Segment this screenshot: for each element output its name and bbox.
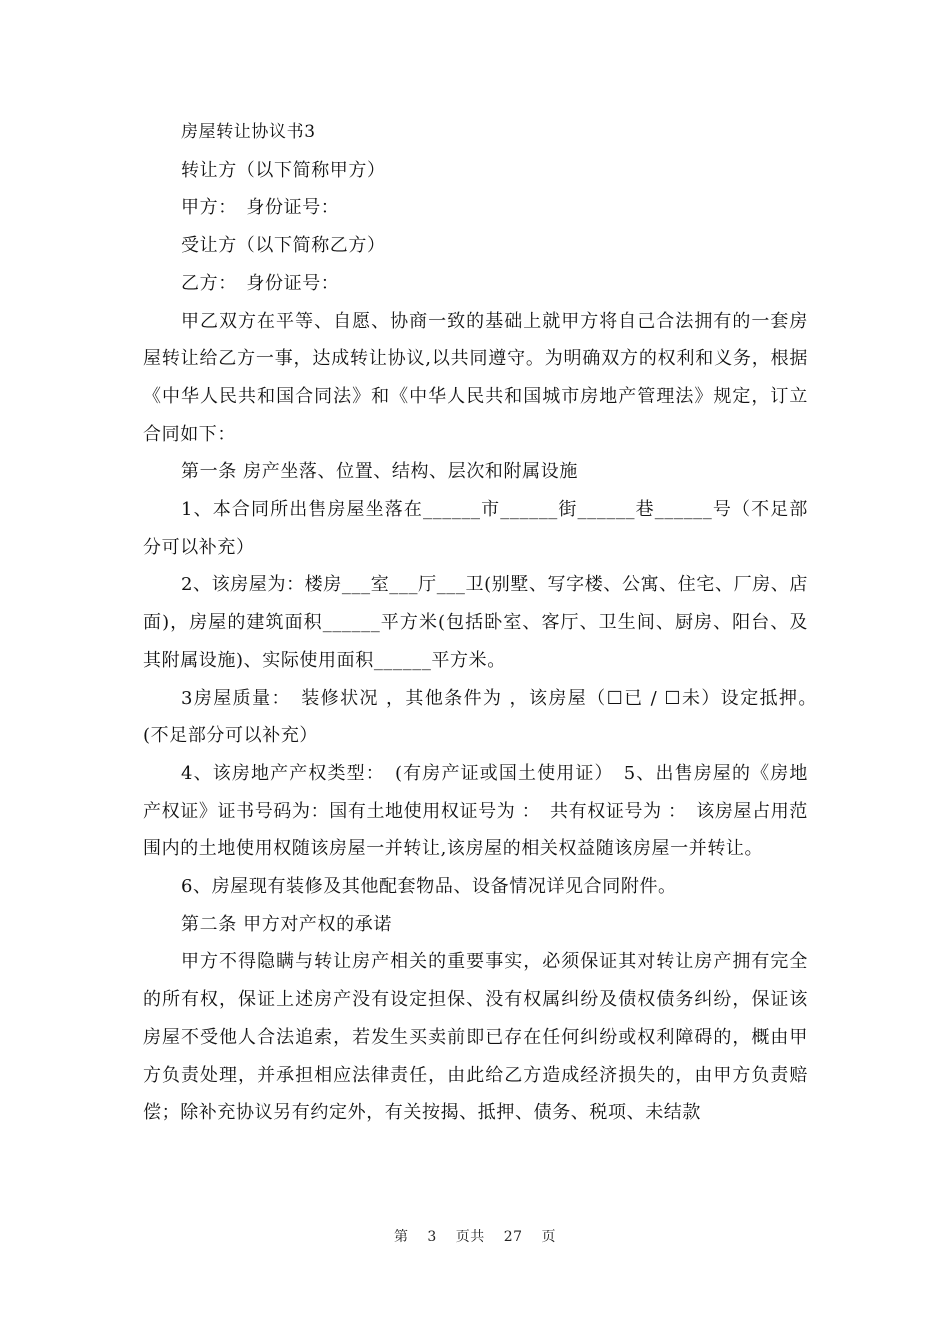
clause-6-fixtures: 6、房屋现有装修及其他配套物品、设备情况详见合同附件。 <box>181 876 677 898</box>
preamble-paragraph: 甲乙双方在平等、自愿、协商一致的基础上就甲方将自己合法拥有的一套房屋转让给乙方一事，达成转让协议,以共同遵守。为明确双方的权利和义务，根据《中华人民共和国合同法》和《中华人民共和国城市房地产管理法》规定，订立合同如下： <box>143 310 808 445</box>
footer-suffix: 页 <box>541 1229 557 1245</box>
document-body <box>143 114 827 1132</box>
footer-mid: 页共 <box>455 1229 485 1245</box>
party-b-id-line: 乙方： 身份证号： <box>181 272 340 294</box>
footer-page-total: 27 <box>503 1229 523 1245</box>
page-footer <box>0 1226 950 1246</box>
footer-prefix: 第 <box>393 1229 409 1245</box>
party-a-id-line: 甲方： 身份证号： <box>181 197 340 219</box>
footer-page-number: 3 <box>427 1229 437 1245</box>
clause-1-location: 1、本合同所出售房屋坐落在______市______街______巷______号（不足部分可以补充） <box>143 499 808 558</box>
clause-4-property-rights: 4、该房地产产权类型： (有房产证或国土使用证） 5、出售房屋的《房地产权证》证书号码为：国有土地使用权证号为 ： 共有权证号为 ： 该房屋占用范围内的土地使用权随该房屋一并转让,该房屋的相关权益随该房屋一并转让。 <box>143 762 808 860</box>
transferor-label: 转让方（以下简称甲方） <box>181 159 386 181</box>
article-1-heading: 第一条 房产坐落、位置、结构、层次和附属设施 <box>181 461 578 483</box>
article-2-heading: 第二条 甲方对产权的承诺 <box>181 913 392 935</box>
clause-2-house-type: 2、该房屋为：楼房___室___厅___卫(别墅、写字楼、公寓、住宅、厂房、店面)，房屋的建筑面积______平方米(包括卧室、客厅、卫生间、厨房、阳台、及其附属设施)、实际使用面积______平方米。 <box>143 574 808 671</box>
document-title: 房屋转让协议书3 <box>181 122 316 142</box>
article-2-paragraph: 甲方不得隐瞒与转让房产相关的重要事实，必须保证其对转让房产拥有完全的所有权，保证上述房产没有设定担保、没有权属纠纷及债权债务纠纷，保证该房屋不受他人合法追索，若发生买卖前即已存在任何纠纷或权利障碍的，概由甲方负责处理，并承担相应法律责任，由此给乙方造成经济损失的，由甲方负责赔偿；除补充协议另有约定外，有关按揭、抵押、债务、税项、未结款 <box>143 951 808 1124</box>
clause-3-quality: 3房屋质量： 装修状况 ，其他条件为 ，该房屋（☐已 / ☐未）设定抵押。 (不足部分可以补充） <box>143 687 827 747</box>
transferee-label: 受让方（以下简称乙方） <box>181 235 386 257</box>
